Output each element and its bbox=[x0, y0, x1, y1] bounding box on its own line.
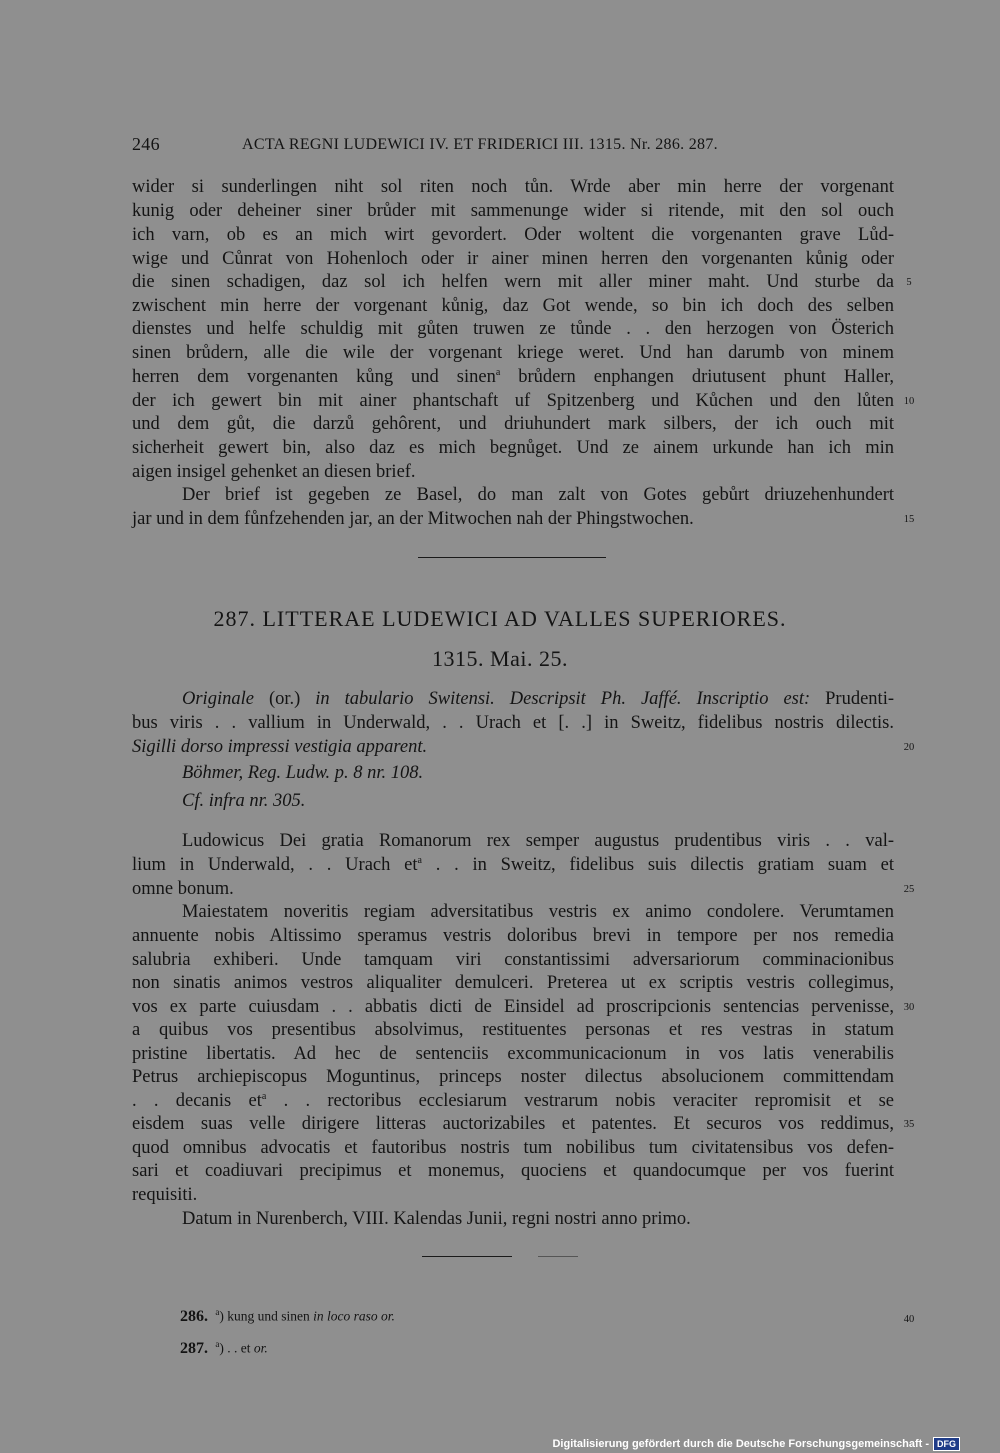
running-title: ACTA REGNI LUDEWICI IV. ET FRIDERICI III. 1315. Nr. 286. 287. bbox=[242, 136, 718, 153]
footnote-divider bbox=[422, 1256, 512, 1257]
text-line: dienstes und helfe schuldig mit gůten truwen ze tůnde . . den herzogen von Österich bbox=[132, 319, 894, 339]
text-line: jar und in dem fůnfzehenden jar, an der Mitwochen nah der Phingstwochen. bbox=[132, 509, 694, 529]
text-line: sinen brůdern, alle die wile der vorgenant kriege weret. Und han darumb von minem bbox=[132, 343, 894, 363]
text-line: und dem gůt, die darzů gehôrent, und driuhundert mark silbers, der ich ouch mit bbox=[132, 414, 894, 434]
text-segment: lium in Underwald, . . Urach et bbox=[132, 855, 418, 875]
text-line: Datum in Nurenberch, VIII. Kalendas Junii, regni nostri anno primo. bbox=[182, 1209, 691, 1229]
footnote-number: 286. bbox=[180, 1307, 208, 1325]
footer-text: Digitalisierung gefördert durch die Deutsche Forschungsgemeinschaft - bbox=[552, 1438, 929, 1450]
text-line: vos ex parte cuiusdam . . abbatis dicti de Einsidel ad proscripcionis sentencias pervenisse, bbox=[132, 997, 894, 1017]
footnote-mark: a bbox=[215, 1307, 220, 1317]
footnote-number: 287. bbox=[180, 1339, 208, 1357]
line-number: 35 bbox=[903, 1119, 915, 1130]
text-line: der ich gewert bin mit ainer phantschaft uf Spitzenberg und Kůchen und den lůten bbox=[132, 391, 894, 411]
text-segment: Originale bbox=[182, 689, 254, 709]
text-line: Maiestatem noveritis regiam adversitatibus vestris ex animo condolere. Verumtamen bbox=[182, 902, 894, 922]
line-number: 5 bbox=[906, 277, 912, 288]
text-line: aigen insigel gehenket an diesen brief. bbox=[132, 462, 416, 482]
footnote-text: ) kung und sinen bbox=[219, 1308, 310, 1324]
text-segment: brůdern enphangen driutusent phunt Haller, bbox=[518, 367, 895, 387]
text-segment: . . in Sweitz, fidelibus suis dilectis gratiam suam et bbox=[421, 855, 895, 875]
text-line bbox=[132, 854, 894, 876]
document-date: 1315. Mai. 25. bbox=[432, 646, 568, 671]
text-line: Ludowicus Dei gratia Romanorum rex semper augustus prudentibus viris . . val- bbox=[182, 831, 894, 851]
footnote-text: or. bbox=[253, 1340, 268, 1356]
section-divider bbox=[418, 557, 606, 558]
line-number: 10 bbox=[903, 396, 915, 407]
text-segment: in tabulario Switensi. Descripsit Ph. Jaffé. Inscriptio est: bbox=[315, 689, 811, 709]
text-line: salubria exhiberi. Unde tamquam viri constantissimi adversariorum comminacionibus bbox=[132, 950, 894, 970]
text-line bbox=[132, 1090, 894, 1112]
text-line: omne bonum. bbox=[132, 879, 234, 899]
text-segment: (or.) bbox=[268, 689, 301, 709]
text-line: ich varn, ob es an mich wirt gevordert. Oder woltent die vorgenanten grave Lůd- bbox=[132, 225, 894, 245]
text-line: sicherheit gewert bin, also daz es mich begnůget. Und ze ainem urkunde han ich min bbox=[132, 438, 894, 458]
text-line: non sinatis animos vestros aliqualiter demulceri. Preterea ut ex scriptis vestris collegimus, bbox=[132, 973, 894, 993]
text-line: bus viris . . vallium in Underwald, . . Urach et [. .] in Sweitz, fidelibus nostris dilectis. bbox=[132, 713, 894, 733]
footnote-divider-faint bbox=[538, 1256, 578, 1257]
text-line: pristine libertatis. Ad hec de sentenciis excommunicacionum in vos latis venerabilis bbox=[132, 1044, 894, 1064]
line-number: 40 bbox=[903, 1314, 915, 1325]
line-number: 20 bbox=[903, 742, 915, 753]
page-number: 246 bbox=[132, 134, 160, 154]
text-line: requisiti. bbox=[132, 1185, 198, 1205]
line-number: 15 bbox=[903, 514, 915, 525]
text-line: a quibus vos presentibus absolvimus, restituentes personas et res vestras in statum bbox=[132, 1020, 894, 1040]
footnote bbox=[180, 1339, 268, 1358]
note-mark: a bbox=[495, 366, 501, 378]
text-segment: . . decanis et bbox=[132, 1091, 262, 1111]
footnote bbox=[180, 1307, 395, 1326]
text-line: quod omnibus advocatis et fautoribus nostris tum nobilibus tum civitatensibus vos defen- bbox=[132, 1138, 894, 1158]
text-segment: . . rectoribus ecclesiarum vestrarum nobis veraciter repromisit et se bbox=[266, 1091, 895, 1111]
document-title: 287. LITTERAE LUDEWICI AD VALLES SUPERIORES. bbox=[213, 606, 787, 631]
text-line: Der brief ist gegeben ze Basel, do man zalt von Gotes gebůrt driuzehenhundert bbox=[182, 485, 894, 505]
footnote-mark: a bbox=[215, 1339, 220, 1349]
text-line: Böhmer, Reg. Ludw. p. 8 nr. 108. bbox=[182, 763, 424, 783]
text-line: kunig oder deheiner siner brůder mit sammenunge wider si ritende, mit den sol ouch bbox=[132, 201, 894, 221]
text-line: wige und Cůnrat von Hohenloch oder ir ainer minen herren den vorgenanten kůnig oder bbox=[132, 249, 894, 269]
text-line: zwischent min herre der vorgenant kůnig, daz Got wende, so bin ich doch des selben bbox=[132, 296, 894, 316]
text-line: sari et coadiuvari precipimus et monemus, quociens et quandocumque per vos fuerint bbox=[132, 1161, 894, 1181]
text-line: wider si sunderlingen niht sol riten noch tůn. Wrde aber min herre der vorgenant bbox=[132, 177, 894, 197]
text-line bbox=[182, 688, 894, 710]
footnote-text: ) . . et bbox=[219, 1340, 251, 1356]
dfg-logo: DFG bbox=[933, 1437, 960, 1451]
note-mark: a bbox=[261, 1090, 267, 1102]
line-number: 30 bbox=[903, 1002, 915, 1013]
text-line: die sinen schadigen, daz sol ich helfen wern mit aller miner maht. Und sturbe da bbox=[132, 272, 894, 292]
text-segment: Prudenti- bbox=[825, 689, 894, 709]
footnote-text: in loco raso or. bbox=[313, 1308, 395, 1324]
note-mark: a bbox=[417, 854, 422, 866]
digitization-footer bbox=[552, 1437, 960, 1451]
text-line bbox=[132, 366, 894, 388]
line-number: 25 bbox=[903, 884, 915, 895]
text-line: Cf. infra nr. 305. bbox=[182, 791, 306, 811]
text-segment: herren dem vorgenanten kůng und sinen bbox=[132, 367, 496, 387]
text-line: annuente nobis Altissimo speramus vestris doloribus brevi in tempore per nos remedia bbox=[132, 926, 894, 946]
text-line: eisdem suas velle dirigere litteras auctorizabiles et patentes. Et securos vos reddimus, bbox=[132, 1114, 894, 1134]
text-line: Petrus archiepiscopus Moguntinus, princeps noster dilectus absolucionem committendam bbox=[132, 1067, 894, 1087]
text-line: Sigilli dorso impressi vestigia apparent. bbox=[132, 737, 428, 757]
